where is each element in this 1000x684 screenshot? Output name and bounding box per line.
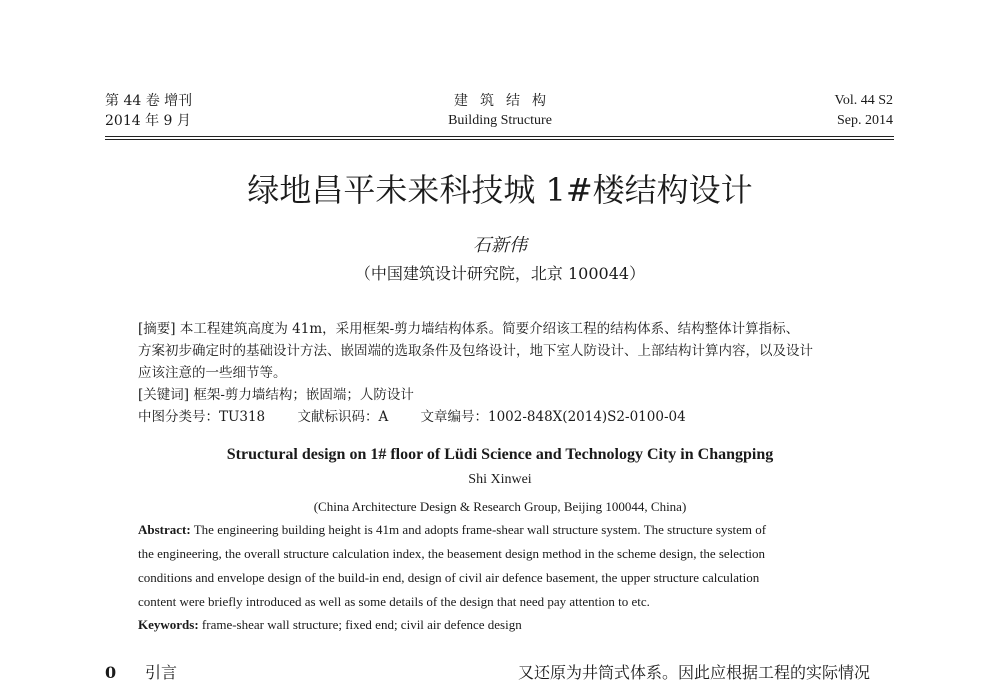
abstract-en-line-1 [138,520,766,540]
right-column-text: 又还原为井筒式体系。因此应根据工程的实际情况 [518,663,871,682]
class-value: TU318 [219,409,266,425]
journal-date-cn: 2014 年 9 月 [105,113,191,129]
journal-name-cn: 建筑结构 [454,93,558,109]
journal-name-en: Building Structure [448,113,552,128]
abstract-en-line-2: the engineering, the overall structure calculation index, the beasement design method in the scheme design, the selection [138,546,766,561]
keywords-cn-label: [关键词] [138,387,190,403]
doc-code-label: 文献标识码： [297,409,379,425]
abstract-en-label: Abstract: [138,522,191,537]
article-no-value: 1002-848X(2014)S2-0100-04 [488,409,686,425]
section-number: 0 [105,663,117,682]
paper-title-en: Structural design on 1# floor of Lüdi Science and Technology City in Changping [226,446,774,463]
abstract-cn-line-2: 方案初步确定时的基础设计方法、嵌固端的选取条件及包络设计，地下室人防设计、上部结构计算内容，以及设计 [138,343,813,359]
abstract-cn-line-3: 应该注意的一些细节等。 [138,365,287,381]
journal-volume-en [835,91,893,131]
classification-line [138,406,686,428]
abstract-cn-text-1: 本工程建筑高度为 41m，采用框架-剪力墙结构体系。简要介绍该工程的结构体系、结构整体计算指标、 [179,321,800,337]
abstract-en-line-4: content were briefly introduced as well as some details of the design that need pay attention to etc. [138,594,650,609]
journal-volume-en-line: Vol. 44 S2 [834,93,893,108]
abstract-en-text-1: The engineering building height is 41m and adopts frame-shear wall structure system. The structure system of [193,522,767,537]
paper-title-cn: 绿地昌平未来科技城 1#楼结构设计 [247,171,753,209]
article-no-label: 文章编号： [420,409,488,425]
keywords-en-label: Keywords: [138,617,199,632]
author-cn: 石新伟 [473,235,527,256]
abstract-en-line-3: conditions and envelope design of the build-in end, design of civil air defence basement, the upper structure calculation [138,570,760,585]
section-title: 引言 [145,663,178,682]
header-rule-top [105,136,894,137]
class-label: 中图分类号： [138,409,219,425]
journal-volume-cn-line: 第 44 卷 增刊 [105,93,193,109]
abstract-cn-line-1 [138,318,799,340]
header-rule-bottom [105,139,894,140]
journal-date-en: Sep. 2014 [837,113,893,128]
keywords-cn-text: 框架-剪力墙结构；嵌固端；人防设计 [193,387,414,403]
doc-code-value: A [378,409,389,425]
keywords-en-line [138,615,522,635]
affiliation-cn: （中国建筑设计研究院，北京 100044） [354,264,646,283]
author-en: Shi Xinwei [468,472,532,487]
keywords-cn-line [138,384,414,406]
abstract-cn-label: [摘要] [138,321,176,337]
affiliation-en: (China Architecture Design & Research Group, Beijing 100044, China) [313,499,687,514]
keywords-en-text: frame-shear wall structure; fixed end; civil air defence design [201,617,522,632]
